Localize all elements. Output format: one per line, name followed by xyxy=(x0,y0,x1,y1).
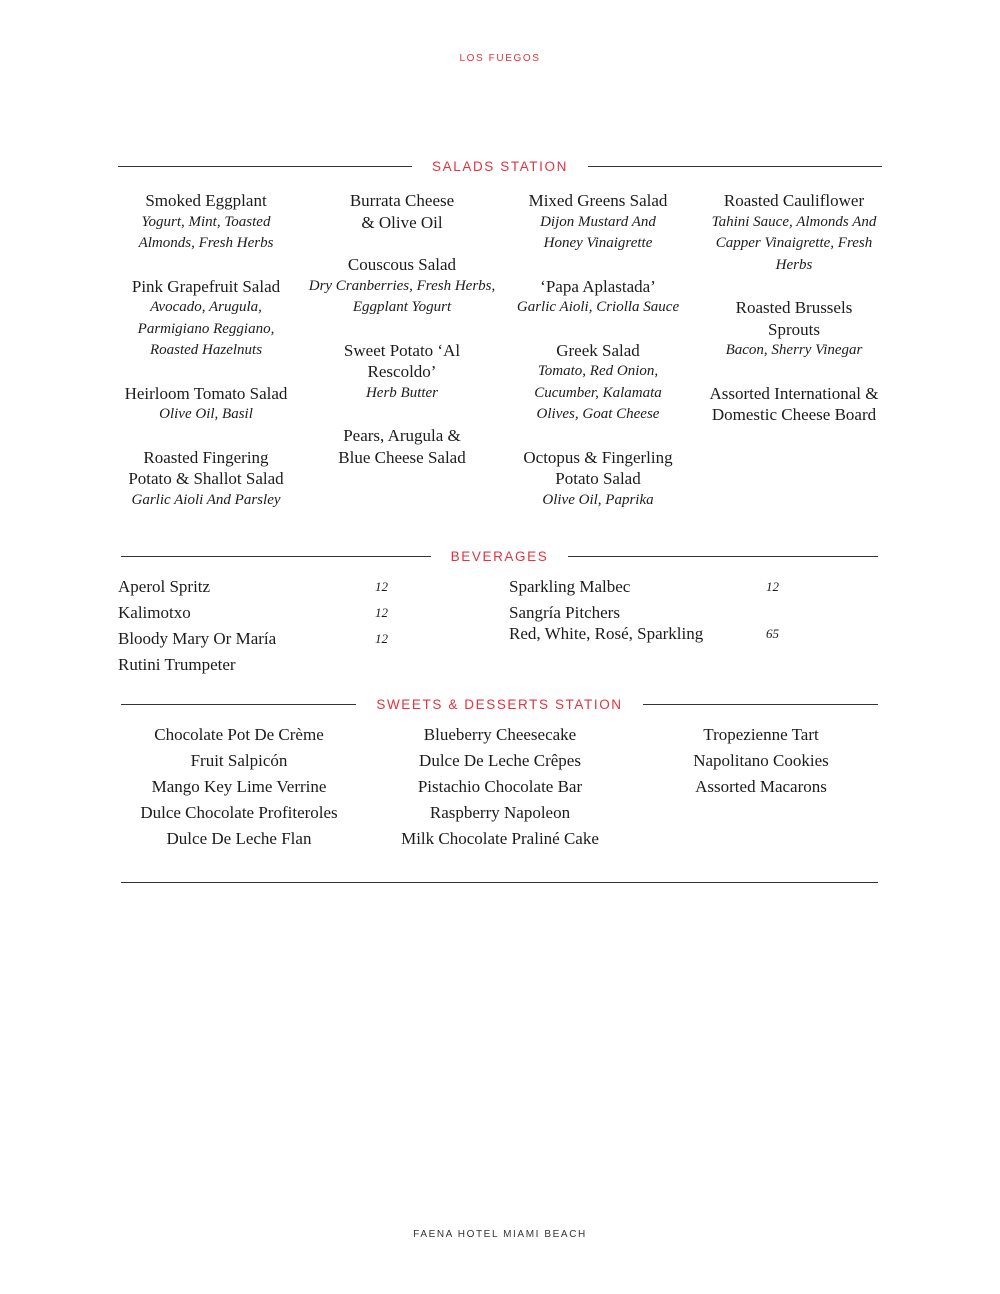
menu-item xyxy=(108,383,304,426)
item-description: Herb Butter xyxy=(365,384,439,401)
dessert-item: Blueberry Cheesecake xyxy=(423,725,577,744)
beverages-title: BEVERAGES xyxy=(450,549,549,564)
salads-column-4 xyxy=(696,190,892,447)
item-description: Dijon Mustard And Honey Vinaigrette xyxy=(540,213,656,251)
item-description: Bacon, Sherry Vinegar xyxy=(725,342,863,358)
menu-item xyxy=(304,254,500,319)
item-name: Roasted Fingering Potato & Shallot Salad xyxy=(128,447,284,488)
dessert-item: Dulce Chocolate Profiteroles xyxy=(140,803,338,822)
item-name: Kalimotxo xyxy=(118,603,191,622)
item-name: Rutini Trumpeter xyxy=(118,655,236,674)
beverage-item xyxy=(509,602,782,644)
desserts-column-1 xyxy=(119,722,359,852)
salads-column-2 xyxy=(304,190,500,489)
divider xyxy=(568,556,878,557)
item-name: Sparkling Malbec xyxy=(509,577,631,596)
dessert-item: Assorted Macarons xyxy=(695,777,827,796)
item-sub-row xyxy=(509,623,782,644)
item-price: 12 xyxy=(375,579,388,594)
desserts-column-2 xyxy=(380,722,620,852)
desserts-title: SWEETS & DESSERTS STATION xyxy=(376,697,623,712)
beverage-item xyxy=(118,652,391,678)
item-subtitle: Red, White, Rosé, Sparkling xyxy=(509,624,704,643)
item-description: Avocado, Arugula, Parmigiano Reggiano, Roasted Hazelnuts xyxy=(137,299,275,358)
item-name: Bloody Mary Or María xyxy=(118,629,277,648)
item-price: 12 xyxy=(766,579,779,594)
desserts-header xyxy=(121,697,878,712)
menu-item xyxy=(304,425,500,468)
item-name: Pears, Arugula & Blue Cheese Salad xyxy=(338,426,466,467)
salads-title: SALADS STATION xyxy=(432,159,568,174)
item-name: Pink Grapefruit Salad xyxy=(131,276,281,296)
item-description: Yogurt, Mint, Toasted Almonds, Fresh Herbs xyxy=(138,213,274,251)
beverage-item xyxy=(118,574,391,600)
menu-item xyxy=(696,190,892,276)
menu-item xyxy=(304,190,500,233)
item-name: Heirloom Tomato Salad xyxy=(124,383,288,403)
dessert-item: Dulce De Leche Flan xyxy=(166,829,312,848)
dessert-item: Tropezienne Tart xyxy=(703,725,819,744)
bottom-brand: FAENA HOTEL MIAMI BEACH xyxy=(413,1229,587,1240)
item-name: Octopus & Fingerling Potato Salad xyxy=(523,447,673,488)
beverage-item xyxy=(118,626,391,652)
item-description: Tahini Sauce, Almonds And Capper Vinaigrette, Fresh Herbs xyxy=(711,213,877,273)
item-price: 65 xyxy=(766,626,779,641)
dessert-item: Milk Chocolate Praliné Cake xyxy=(401,829,599,848)
divider xyxy=(643,704,878,705)
dessert-item: Dulce De Leche Crêpes xyxy=(419,751,581,770)
menu-item xyxy=(108,190,304,255)
item-description: Garlic Aioli, Criolla Sauce xyxy=(516,299,680,315)
menu-item xyxy=(500,447,696,512)
item-description: Tomato, Red Onion, Cucumber, Kalamata Olives, Goat Cheese xyxy=(534,363,662,422)
item-name-row xyxy=(509,602,782,623)
item-name: Roasted Brussels Sprouts xyxy=(735,298,853,339)
dessert-item: Napolitano Cookies xyxy=(693,751,829,770)
dessert-item: Fruit Salpicón xyxy=(190,751,288,770)
menu-item xyxy=(500,340,696,426)
divider xyxy=(121,704,356,705)
item-price: 12 xyxy=(375,605,388,620)
item-description: Garlic Aioli And Parsley xyxy=(131,491,281,508)
item-name: Mixed Greens Salad xyxy=(528,191,668,210)
menu-item xyxy=(108,276,304,362)
item-name: Sweet Potato ‘Al Rescoldo’ xyxy=(343,340,461,381)
divider xyxy=(121,882,878,883)
divider xyxy=(588,166,882,167)
top-brand: LOS FUEGOS xyxy=(459,53,541,64)
menu-item xyxy=(696,383,892,426)
item-name: ‘Papa Aplastada’ xyxy=(540,276,656,296)
menu-item xyxy=(696,297,892,362)
divider xyxy=(121,556,431,557)
item-name: Roasted Cauliflower xyxy=(723,191,865,210)
item-name: Sangría Pitchers xyxy=(509,603,620,622)
item-name: Smoked Eggplant xyxy=(145,191,267,210)
item-name: Burrata Cheese & Olive Oil xyxy=(349,191,455,232)
beverage-item xyxy=(509,574,782,600)
item-name: Greek Salad xyxy=(556,340,640,360)
dessert-item: Pistachio Chocolate Bar xyxy=(417,777,583,796)
item-description: Olive Oil, Basil xyxy=(159,406,253,422)
item-name: Couscous Salad xyxy=(347,255,457,274)
beverages-right xyxy=(509,574,782,644)
menu-item xyxy=(304,340,500,405)
beverages-left xyxy=(118,574,391,678)
item-name: Assorted International & Domestic Cheese Board xyxy=(709,383,879,424)
item-price: 12 xyxy=(375,631,388,646)
beverages-header xyxy=(121,549,878,564)
dessert-item: Mango Key Lime Verrine xyxy=(151,777,327,796)
item-description: Dry Cranberries, Fresh Herbs, Eggplant Yogurt xyxy=(308,277,496,315)
item-description: Olive Oil, Paprika xyxy=(542,491,654,508)
menu-item xyxy=(108,447,304,512)
salads-column-1 xyxy=(108,190,304,532)
menu-item xyxy=(500,276,696,319)
beverage-item xyxy=(118,600,391,626)
dessert-item: Chocolate Pot De Crème xyxy=(154,725,324,744)
dessert-item: Raspberry Napoleon xyxy=(429,803,571,822)
menu-item xyxy=(500,190,696,255)
salads-header xyxy=(118,159,882,174)
divider xyxy=(118,166,412,167)
item-name: Aperol Spritz xyxy=(118,577,211,596)
salads-column-3 xyxy=(500,190,696,532)
desserts-column-3 xyxy=(641,722,881,800)
